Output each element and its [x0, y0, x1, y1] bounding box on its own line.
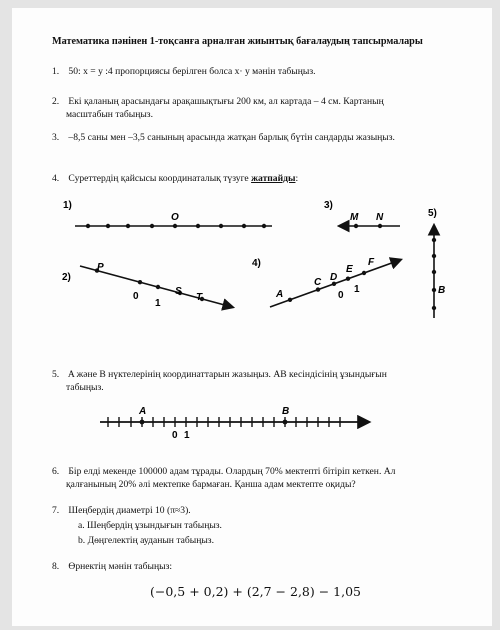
point-label-s: S [175, 286, 182, 297]
question-6 [52, 466, 395, 491]
tick-label-1: 1 [155, 298, 161, 309]
tick-label-1: 1 [354, 284, 360, 295]
point-label-n: N [376, 212, 384, 223]
question-number: 1. [52, 66, 60, 77]
question-text-cont: табыңыз. [66, 381, 104, 393]
point-label-a: A [139, 406, 147, 417]
point-label-o: O [171, 212, 179, 223]
question-8-formula: (−0,5 + 0,2) + (2,7 − 2,8) − 1,05 [150, 584, 362, 599]
question-text: Бір елді мекенде 100000 адам тұрады. Олардың 70% мектепті бітіріп кеткен. Ал [68, 466, 396, 477]
question-text: A және B нүктелерінің координаттарын жазыңыз. AB кесіндісінің ұзындығын [67, 369, 387, 380]
question-text: 50: x = y :4 пропорциясы берілген болса x· y мәнін табыңыз. [68, 66, 316, 77]
point-label-p: P [97, 262, 104, 273]
tick-label-0: 0 [133, 291, 139, 302]
tick-label-0: 0 [172, 430, 178, 441]
question-4 [52, 173, 298, 186]
point-label-a: A [276, 289, 284, 300]
question-7b: b. Дөңгелектің ауданын табыңыз. [78, 535, 214, 546]
question-7 [52, 505, 191, 518]
figure-1-label: 1) [63, 200, 72, 211]
point-label-d: D [330, 272, 338, 283]
figure-3-label: 3) [324, 200, 333, 211]
question-emphasis: жатпайды [251, 173, 296, 184]
worksheet-title: Математика пәнінен 1-тоқсанға арналған жиынтық бағалаудың тапсырмалары [52, 36, 423, 47]
question-2 [52, 96, 384, 121]
question-number: 7. [52, 505, 60, 516]
question-number: 5. [52, 369, 60, 380]
figure-4-label: 4) [252, 258, 261, 269]
question-text-cont: қалғанының 20% әлі мектепке бармаған. Қанша адам мектепте оқиды? [66, 478, 356, 490]
tick-label-0: 0 [338, 290, 344, 301]
question-7a: a. Шеңбердің ұзындығын табыңыз. [78, 520, 222, 531]
question-8 [52, 561, 172, 574]
point-label-c: C [314, 277, 322, 288]
point-label-b: B [438, 285, 446, 296]
question-number: 6. [52, 466, 60, 477]
question-number: 3. [52, 132, 60, 143]
question-number: 4. [52, 173, 60, 184]
question-4-figures [0, 190, 500, 330]
question-5-number-line [0, 400, 500, 445]
figure-5-label: 5) [428, 208, 437, 219]
question-3 [52, 132, 395, 145]
question-text: –8,5 саны мен –3,5 санының арасында жатқан барлық бүтін сандарды жазыңыз. [68, 132, 395, 143]
tick-label-1: 1 [184, 430, 190, 441]
figure-4-line [270, 257, 400, 307]
question-text-cont: масштабын табыңыз. [66, 108, 153, 120]
question-text: Суреттердің қайсысы координаталық түзуге [68, 173, 252, 184]
question-number: 2. [52, 96, 60, 107]
point-label-t: T [196, 292, 203, 303]
point-label-f: F [368, 257, 375, 268]
question-1 [52, 66, 316, 79]
point-label-e: E [346, 264, 353, 275]
question-text: Екі қаланың арасындағы арақашықтығы 200 км, ал картада – 4 см. Картаның [68, 96, 384, 107]
question-number: 8. [52, 561, 60, 572]
figure-3-line [340, 212, 400, 228]
question-text: Өрнектің мәнін табыңыз: [68, 561, 173, 572]
point-label-b: B [282, 406, 290, 417]
question-text: Шеңбердің диаметрі 10 (π≈3). [68, 505, 191, 516]
figure-5-line [432, 226, 445, 318]
figure-1-line [75, 212, 272, 228]
figure-2-label: 2) [62, 272, 71, 283]
question-5 [52, 369, 387, 394]
question-punct: : [295, 173, 299, 184]
point-label-m: M [350, 212, 359, 223]
figure-2-line [80, 262, 232, 309]
